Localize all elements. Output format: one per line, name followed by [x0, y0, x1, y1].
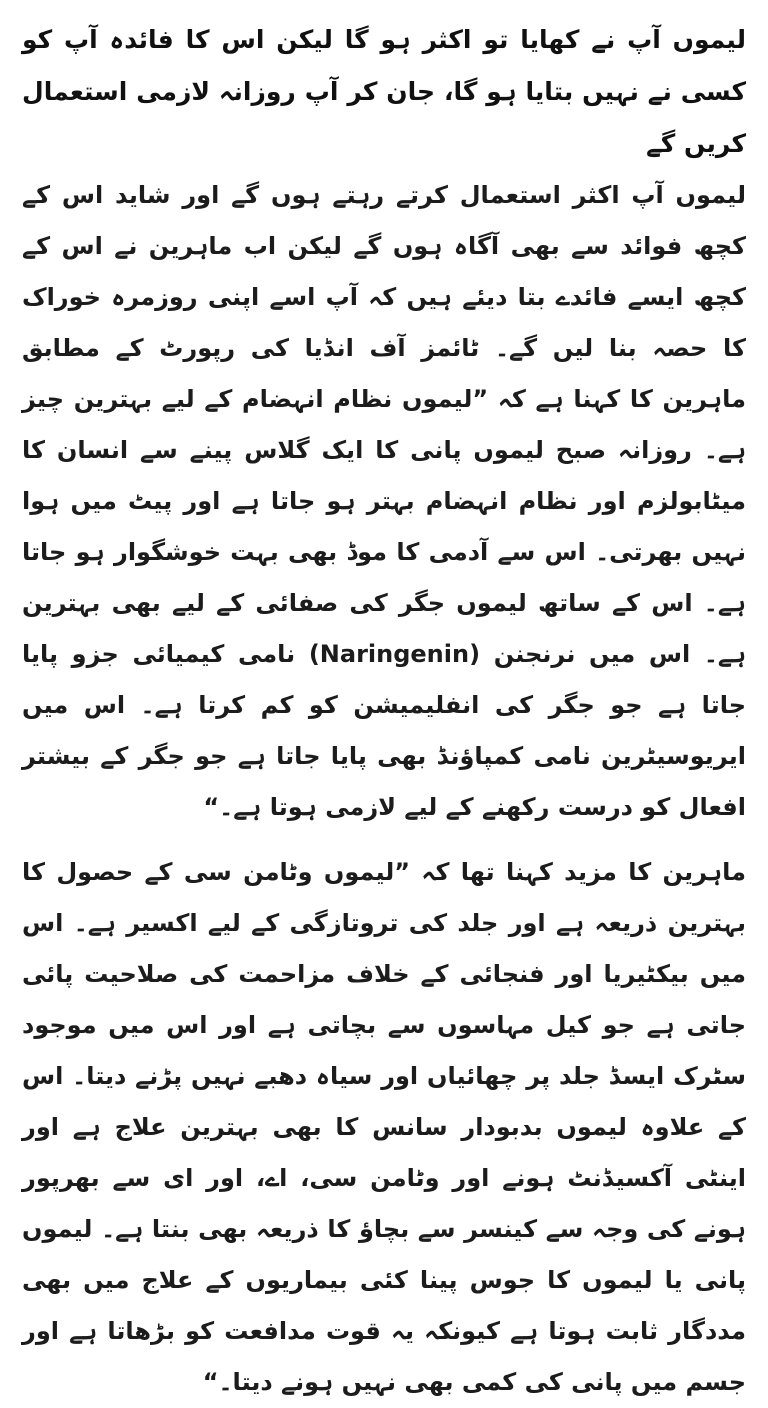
naringenin-term: (Naringenin) — [308, 640, 481, 668]
paragraph-1-text-end: نامی کیمیائی جزو پایا جاتا ہے جو جگر کی انفلیمیشن کو کم کرتا ہے۔ اس میں ایریوسیٹرین نامی کمپاؤنڈ بھی پایا جاتا ہے جو جگر کے بیشتر افعال کو درست رکھنے کے لیے لازمی ہوتا ہے۔“ — [22, 640, 746, 821]
paragraph-1 — [22, 170, 746, 833]
article-title: لیموں آپ نے کھایا تو اکثر ہو گا لیکن اس کا فائدہ آپ کو کسی نے نہیں بتایا ہو گا، جان کر آپ روزانہ لازمی استعمال کریں گے — [22, 25, 746, 158]
paragraph-1-text-start: لیموں آپ اکثر استعمال کرتے رہتے ہوں گے اور شاید اس کے کچھ فوائد سے بھی آگاہ ہوں گے لیکن اب ماہرین نے اس کے کچھ ایسے فائدے بتا دیئے ہیں کہ آپ اسے اپنی روزمرہ خوراک کا حصہ بنا لیں گے۔ ٹائمز آف انڈیا کی رپورٹ کے مطابق ماہرین کا کہنا ہے کہ ”لیموں نظام انہضام کے لیے بہترین چیز ہے۔ روزانہ صبح لیموں پانی کا ایک گلاس پینے سے انسان کا میٹابولزم اور نظام انہضام بہتر ہو جاتا ہے اور پیٹ میں ہوا نہیں بھرتی۔ اس سے آدمی کا موڈ بھی بہت خوشگوار ہو جاتا ہے۔ اس کے ساتھ لیموں جگر کی صفائی کے لیے بھی بہترین ہے۔ اس میں نرنجنن — [22, 181, 747, 668]
paragraph-2: ماہرین کا مزید کہنا تھا کہ ”لیموں وٹامن سی کے حصول کا بہترین ذریعہ ہے اور جلد کی تروتازگی کے لیے اکسیر ہے۔ اس میں بیکٹیریا اور فنجائی کے خلاف مزاحمت کی صلاحیت پائی جاتی ہے جو کیل مہاسوں سے بچاتی ہے اور اس میں موجود سٹرک ایسڈ جلد پر چھائیاں اور سیاہ دھبے نہیں پڑنے دیتا۔ اس کے علاوہ لیموں بدبودار سانس کا بھی بہترین علاج ہے اور اینٹی آکسیڈنٹ ہونے اور وٹامن سی، اے، اور ای سے بھرپور ہونے کی وجہ سے کینسر سے بچاؤ کا ذریعہ بھی بنتا ہے۔ لیموں پانی یا لیموں کا جوس پینا کئی بیماریوں کے علاج میں بھی مددگار ثابت ہوتا ہے کیونکہ یہ قوت مدافعت کو بڑھاتا ہے اور جسم میں پانی کی کمی بھی نہیں ہونے دیتا۔“ — [22, 858, 746, 1396]
